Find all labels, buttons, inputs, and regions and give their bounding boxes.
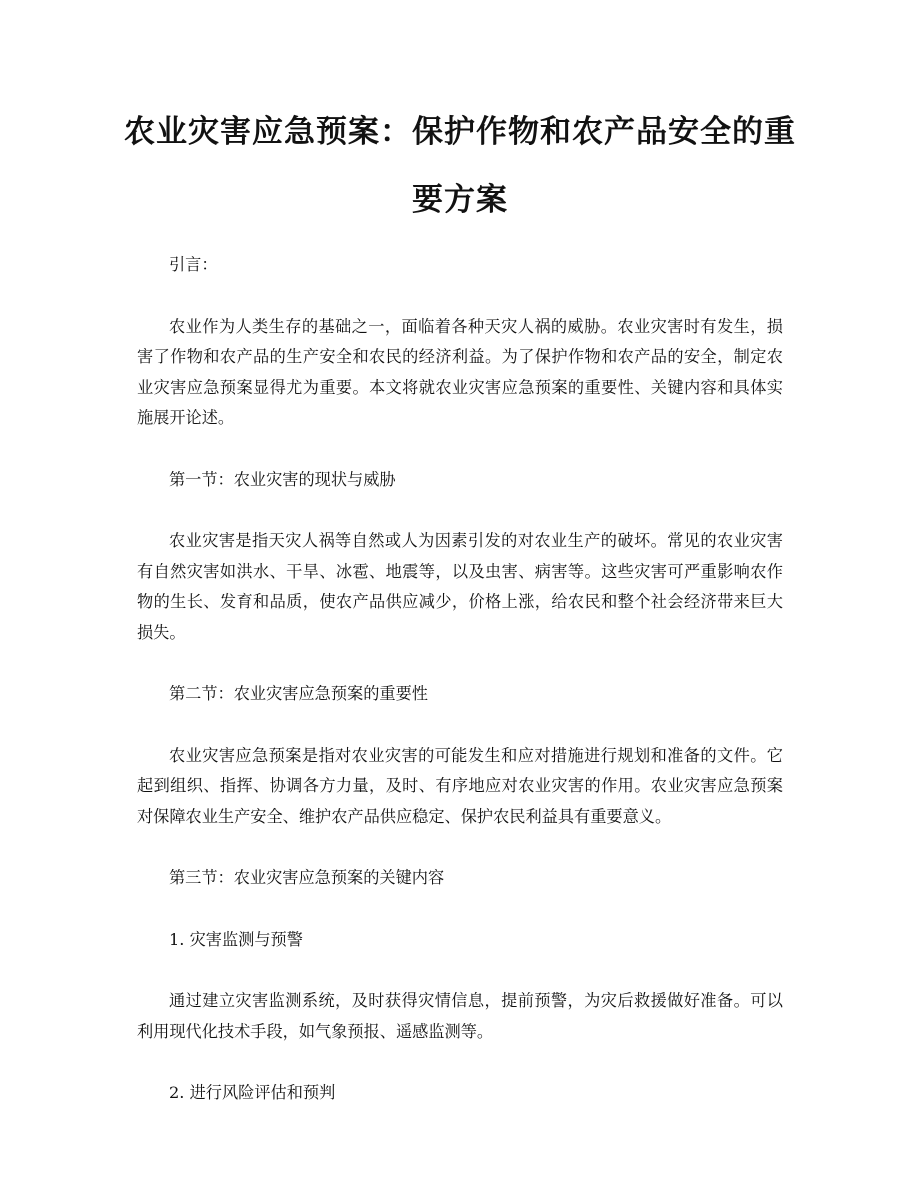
- section-1-heading: 第一节：农业灾害的现状与威胁: [169, 469, 396, 489]
- document-body: [137, 250, 783, 1109]
- section-2-paragraph: 农业灾害应急预案是指对农业灾害的可能发生和应对措施进行规划和准备的文件。它起到组织、指挥、协调各方力量，及时、有序地应对农业灾害的作用。农业灾害应急预案对保障农业生产安全、维护农产品供应稳定、保护农民利益具有重要意义。: [137, 745, 783, 826]
- paragraph-gap: [137, 894, 783, 925]
- paragraph-gap: [137, 832, 783, 863]
- paragraph-gap: [137, 1047, 783, 1078]
- paragraph-gap: [137, 955, 783, 986]
- intro-heading: 引言：: [169, 255, 218, 274]
- paragraph-gap: [137, 495, 783, 526]
- paragraph-gap: [137, 710, 783, 741]
- item-2-heading: 2. 进行风险评估和预判: [169, 1083, 336, 1102]
- paragraph-gap: [137, 434, 783, 465]
- intro-paragraph: 农业作为人类生存的基础之一，面临着各种天灾人祸的威胁。农业灾害时有发生，损害了作物和农产品的生产安全和农民的经济利益。为了保护作物和农产品的安全，制定农业灾害应急预案显得尤为重要。本文将就农业灾害应急预案的重要性、关键内容和具体实施展开论述。: [137, 316, 783, 427]
- section-1-paragraph: 农业灾害是指天灾人祸等自然或人为因素引发的对农业生产的破坏。常见的农业灾害有自然灾害如洪水、干旱、冰雹、地震等，以及虫害、病害等。这些灾害可严重影响农作物的生长、发育和品质，使农产品供应减少，价格上涨，给农民和整个社会经济带来巨大损失。: [137, 531, 783, 642]
- document-title: 农业灾害应急预案：保护作物和农产品安全的重要方案: [124, 114, 796, 218]
- section-3-heading: 第三节：农业灾害应急预案的关键内容: [169, 868, 445, 887]
- item-1-paragraph: 通过建立灾害监测系统，及时获得灾情信息，提前预警，为灾后救援做好准备。可以利用现代化技术手段，如气象预报、遥感监测等。: [137, 991, 783, 1041]
- paragraph-gap: [137, 648, 783, 679]
- section-2-heading: 第二节：农业灾害应急预案的重要性: [169, 684, 428, 703]
- paragraph-gap: [137, 281, 783, 312]
- item-1-heading: 1. 灾害监测与预警: [169, 929, 303, 949]
